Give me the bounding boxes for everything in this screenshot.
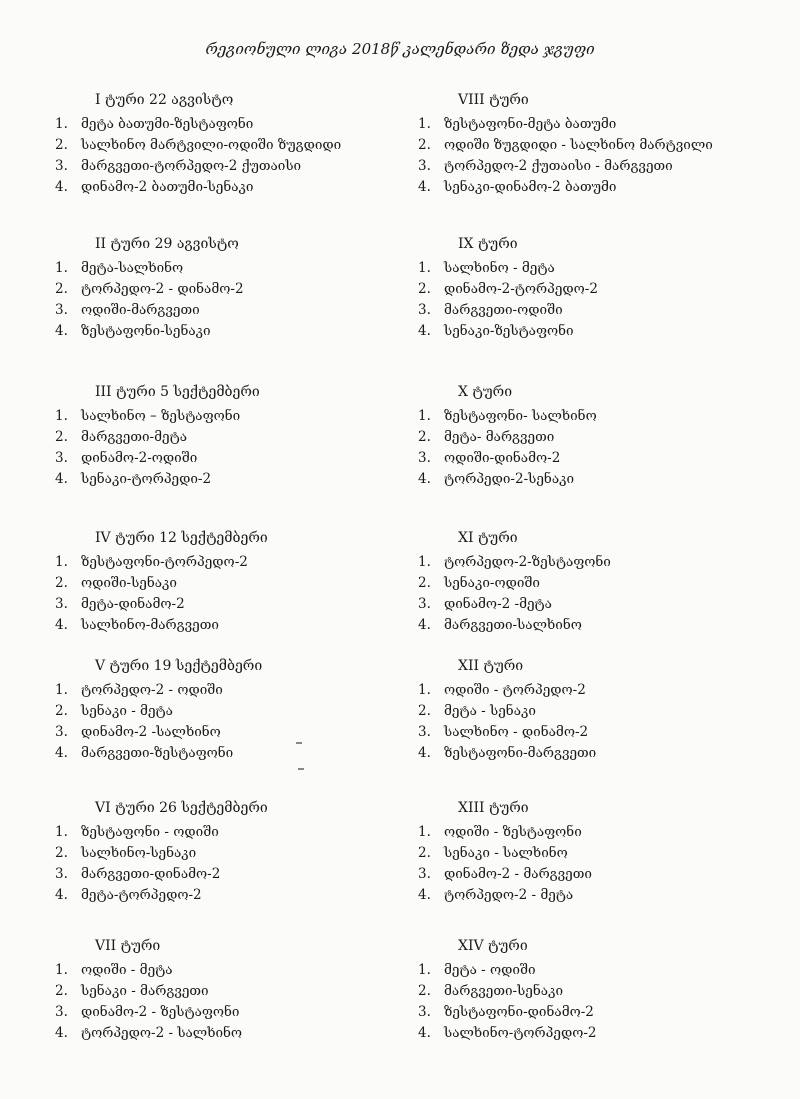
round-block bbox=[418, 236, 758, 342]
match-text: ოდიში - ზესტაფონი bbox=[444, 824, 582, 840]
match-row bbox=[418, 300, 758, 321]
round-title: XII ტური bbox=[458, 658, 524, 674]
round-title: XI ტური bbox=[458, 530, 518, 546]
match-row bbox=[55, 448, 395, 469]
match-number: 3. bbox=[55, 1004, 68, 1020]
match-number: 1. bbox=[418, 824, 431, 840]
match-text: სალხინო-მარგვეთი bbox=[81, 617, 219, 633]
round-title: II ტური 29 აგვისტო bbox=[95, 236, 239, 252]
match-number: 3. bbox=[418, 724, 431, 740]
match-row bbox=[55, 722, 395, 743]
match-text: დინამო-2 -სალხინო bbox=[81, 724, 221, 740]
round-block bbox=[418, 800, 758, 906]
round-block bbox=[418, 658, 758, 764]
match-number: 1. bbox=[418, 554, 431, 570]
match-text: სალხინო – ზესტაფონი bbox=[81, 408, 241, 424]
match-row bbox=[55, 864, 395, 885]
round-block bbox=[55, 658, 395, 764]
match-number: 3. bbox=[55, 158, 68, 174]
match-row bbox=[418, 135, 758, 156]
match-row bbox=[418, 701, 758, 722]
match-row bbox=[55, 701, 395, 722]
match-number: 1. bbox=[55, 554, 68, 570]
match-row bbox=[55, 300, 395, 321]
match-row bbox=[55, 156, 395, 177]
round-block bbox=[55, 800, 395, 906]
match-number: 1. bbox=[55, 824, 68, 840]
match-row bbox=[418, 114, 758, 135]
match-number: 4. bbox=[55, 887, 68, 903]
match-number: 1. bbox=[55, 408, 68, 424]
match-row bbox=[418, 406, 758, 427]
match-text: მეტა - ოდიში bbox=[444, 962, 536, 978]
match-number: 4. bbox=[418, 617, 431, 633]
match-text: მარგვეთი-ზესტაფონი bbox=[81, 745, 234, 761]
match-number: 4. bbox=[418, 1025, 431, 1041]
match-text: სალხინო მარტვილი-ოდიში ზუგდიდი bbox=[81, 137, 342, 153]
match-number: 2. bbox=[418, 137, 431, 153]
match-row bbox=[418, 573, 758, 594]
match-row bbox=[55, 406, 395, 427]
page-title: რეგიონული ლიგა 2018წ კალენდარი ზედა ჯგუფი bbox=[205, 40, 595, 58]
match-row bbox=[418, 743, 758, 764]
round-title: V ტური 19 სექტემბერი bbox=[95, 658, 263, 674]
match-text: მარგვეთი-სალხინო bbox=[444, 617, 582, 633]
round-title: III ტური 5 სექტემბერი bbox=[95, 384, 260, 400]
round-title: IV ტური 12 სექტემბერი bbox=[95, 530, 268, 546]
match-text: ტორპედო-2 - დინამო-2 bbox=[81, 281, 244, 297]
match-row bbox=[55, 843, 395, 864]
match-text: დინამო-2-ტორპედო-2 bbox=[444, 281, 598, 297]
match-text: მარგვეთი-ტორპედო-2 ქუთაისი bbox=[81, 158, 302, 174]
match-row bbox=[55, 552, 395, 573]
match-text: მარგვეთი-მეტა bbox=[81, 429, 187, 445]
match-row bbox=[55, 594, 395, 615]
match-number: 2. bbox=[418, 983, 431, 999]
match-row bbox=[55, 469, 395, 490]
match-number: 3. bbox=[55, 866, 68, 882]
match-number: 2. bbox=[418, 703, 431, 719]
match-text: ტორპედო-2 ქუთაისი - მარგვეთი bbox=[444, 158, 673, 174]
match-text: სალხინო-ტორპედო-2 bbox=[444, 1025, 597, 1041]
scan-speck bbox=[296, 742, 302, 744]
match-number: 3. bbox=[418, 302, 431, 318]
match-row bbox=[55, 258, 395, 279]
match-row bbox=[418, 469, 758, 490]
match-number: 2. bbox=[418, 281, 431, 297]
match-row bbox=[418, 615, 758, 636]
match-number: 3. bbox=[55, 724, 68, 740]
match-text: ოდიში ზუგდიდი - სალხინო მარტვილი bbox=[444, 137, 713, 153]
match-text: ზესტაფონი- სალხინო bbox=[444, 408, 597, 424]
match-text: ოდიში - მეტა bbox=[81, 962, 173, 978]
match-text: სალხინო-სენაკი bbox=[81, 845, 197, 861]
match-text: სენაკი-დინამო-2 ბათუმი bbox=[444, 179, 617, 195]
match-text: სალხინო - მეტა bbox=[444, 260, 555, 276]
match-number: 4. bbox=[418, 323, 431, 339]
match-text: მარგვეთი-სენაკი bbox=[444, 983, 564, 999]
match-text: ტორპედო-2 - ოდიში bbox=[81, 682, 223, 698]
match-text: ტორპედი-2-სენაკი bbox=[444, 471, 575, 487]
match-text: ზესტაფონი-სენაკი bbox=[81, 323, 211, 339]
match-text: სენაკი - სალხინო bbox=[444, 845, 568, 861]
match-number: 4. bbox=[55, 323, 68, 339]
match-number: 1. bbox=[55, 260, 68, 276]
match-number: 4. bbox=[418, 179, 431, 195]
match-row bbox=[55, 321, 395, 342]
match-number: 1. bbox=[55, 962, 68, 978]
round-block bbox=[418, 938, 758, 1044]
match-text: ზესტაფონი-მარგვეთი bbox=[444, 745, 597, 761]
match-row bbox=[55, 743, 395, 764]
match-row bbox=[55, 960, 395, 981]
match-number: 3. bbox=[418, 450, 431, 466]
match-text: მეტა - სენაკი bbox=[444, 703, 536, 719]
match-number: 2. bbox=[55, 703, 68, 719]
match-row bbox=[55, 114, 395, 135]
match-row bbox=[418, 279, 758, 300]
round-block bbox=[418, 92, 758, 198]
match-row bbox=[55, 885, 395, 906]
match-number: 2. bbox=[55, 845, 68, 861]
match-text: სენაკი - მარგვეთი bbox=[81, 983, 209, 999]
match-row bbox=[418, 156, 758, 177]
match-row bbox=[55, 1002, 395, 1023]
round-title: XIII ტური bbox=[458, 800, 529, 816]
match-row bbox=[418, 885, 758, 906]
match-row bbox=[418, 981, 758, 1002]
match-row bbox=[55, 177, 395, 198]
match-row bbox=[418, 321, 758, 342]
match-text: მარგვეთი-ოდიში bbox=[444, 302, 563, 318]
match-row bbox=[418, 594, 758, 615]
round-title: VIII ტური bbox=[458, 92, 529, 108]
match-number: 4. bbox=[55, 1025, 68, 1041]
match-number: 1. bbox=[418, 408, 431, 424]
match-number: 3. bbox=[55, 302, 68, 318]
match-text: სენაკი-ოდიში bbox=[444, 575, 540, 591]
round-title: VII ტური bbox=[95, 938, 161, 954]
match-text: სალხინო - დინამო-2 bbox=[444, 724, 589, 740]
match-text: დინამო-2 ბათუმი-სენაკი bbox=[81, 179, 254, 195]
match-text: დინამო-2 - მარგვეთი bbox=[444, 866, 592, 882]
match-number: 1. bbox=[418, 260, 431, 276]
match-number: 2. bbox=[55, 429, 68, 445]
match-number: 3. bbox=[418, 1004, 431, 1020]
match-row bbox=[55, 822, 395, 843]
match-row bbox=[55, 573, 395, 594]
match-text: ტორპედო-2-ზესტაფონი bbox=[444, 554, 611, 570]
match-text: მეტა-დინამო-2 bbox=[81, 596, 185, 612]
round-block bbox=[55, 384, 395, 490]
match-row bbox=[418, 177, 758, 198]
match-number: 2. bbox=[55, 575, 68, 591]
match-row bbox=[418, 843, 758, 864]
match-row bbox=[418, 1023, 758, 1044]
match-number: 1. bbox=[418, 962, 431, 978]
match-text: დინამო-2-ოდიში bbox=[81, 450, 198, 466]
match-row bbox=[55, 1023, 395, 1044]
match-row bbox=[55, 615, 395, 636]
match-text: ოდიში - ტორპედო-2 bbox=[444, 682, 586, 698]
scan-speck bbox=[298, 768, 304, 770]
match-row bbox=[418, 680, 758, 701]
match-row bbox=[55, 279, 395, 300]
match-number: 4. bbox=[55, 617, 68, 633]
match-row bbox=[55, 680, 395, 701]
match-text: ზესტაფონი-დინამო-2 bbox=[444, 1004, 594, 1020]
match-number: 3. bbox=[418, 158, 431, 174]
match-number: 3. bbox=[418, 866, 431, 882]
match-text: ტორპედო-2 - სალხინო bbox=[81, 1025, 243, 1041]
match-number: 1. bbox=[55, 682, 68, 698]
match-number: 2. bbox=[418, 429, 431, 445]
match-number: 3. bbox=[55, 450, 68, 466]
round-block bbox=[55, 530, 395, 636]
match-text: მეტა-სალხინო bbox=[81, 260, 184, 276]
match-number: 2. bbox=[418, 845, 431, 861]
match-text: მეტა-ტორპედო-2 bbox=[81, 887, 202, 903]
match-text: ოდიში-სენაკი bbox=[81, 575, 177, 591]
match-text: სენაკი-ტორპედი-2 bbox=[81, 471, 212, 487]
round-block bbox=[55, 236, 395, 342]
match-number: 4. bbox=[418, 745, 431, 761]
match-number: 2. bbox=[55, 137, 68, 153]
match-row bbox=[418, 448, 758, 469]
match-text: სენაკი-ზესტაფონი bbox=[444, 323, 574, 339]
match-row bbox=[55, 981, 395, 1002]
match-text: ოდიში-დინამო-2 bbox=[444, 450, 561, 466]
match-text: სენაკი - მეტა bbox=[81, 703, 173, 719]
round-block bbox=[55, 938, 395, 1044]
match-text: დინამო-2 - ზესტაფონი bbox=[81, 1004, 240, 1020]
match-text: ზესტაფონი - ოდიში bbox=[81, 824, 219, 840]
match-row bbox=[55, 427, 395, 448]
round-block bbox=[55, 92, 395, 198]
match-text: მეტა- მარგვეთი bbox=[444, 429, 555, 445]
match-number: 2. bbox=[418, 575, 431, 591]
match-row bbox=[55, 135, 395, 156]
round-title: I ტური 22 აგვისტო bbox=[95, 92, 234, 108]
match-text: მარგვეთი-დინამო-2 bbox=[81, 866, 221, 882]
match-number: 1. bbox=[55, 116, 68, 132]
match-number: 3. bbox=[55, 596, 68, 612]
match-number: 4. bbox=[55, 745, 68, 761]
match-number: 4. bbox=[55, 179, 68, 195]
match-number: 4. bbox=[418, 471, 431, 487]
round-title: X ტური bbox=[458, 384, 513, 400]
match-text: დინამო-2 -მეტა bbox=[444, 596, 552, 612]
match-number: 2. bbox=[55, 983, 68, 999]
match-row bbox=[418, 864, 758, 885]
match-number: 2. bbox=[55, 281, 68, 297]
round-title: IX ტური bbox=[458, 236, 518, 252]
match-row bbox=[418, 427, 758, 448]
round-block bbox=[418, 384, 758, 490]
match-row bbox=[418, 1002, 758, 1023]
match-text: ოდიში-მარგვეთი bbox=[81, 302, 200, 318]
match-row bbox=[418, 822, 758, 843]
match-text: ზესტაფონი-მეტა ბათუმი bbox=[444, 116, 617, 132]
match-text: ტორპედო-2 - მეტა bbox=[444, 887, 574, 903]
match-row bbox=[418, 960, 758, 981]
match-number: 4. bbox=[55, 471, 68, 487]
match-row bbox=[418, 258, 758, 279]
match-number: 3. bbox=[418, 596, 431, 612]
match-text: ზესტაფონი-ტორპედო-2 bbox=[81, 554, 248, 570]
match-row bbox=[418, 552, 758, 573]
round-title: XIV ტური bbox=[458, 938, 528, 954]
round-block bbox=[418, 530, 758, 636]
match-number: 1. bbox=[418, 682, 431, 698]
match-row bbox=[418, 722, 758, 743]
match-number: 1. bbox=[418, 116, 431, 132]
match-text: მეტა ბათუმი-ზესტაფონი bbox=[81, 116, 254, 132]
match-number: 4. bbox=[418, 887, 431, 903]
round-title: VI ტური 26 სექტემბერი bbox=[95, 800, 268, 816]
